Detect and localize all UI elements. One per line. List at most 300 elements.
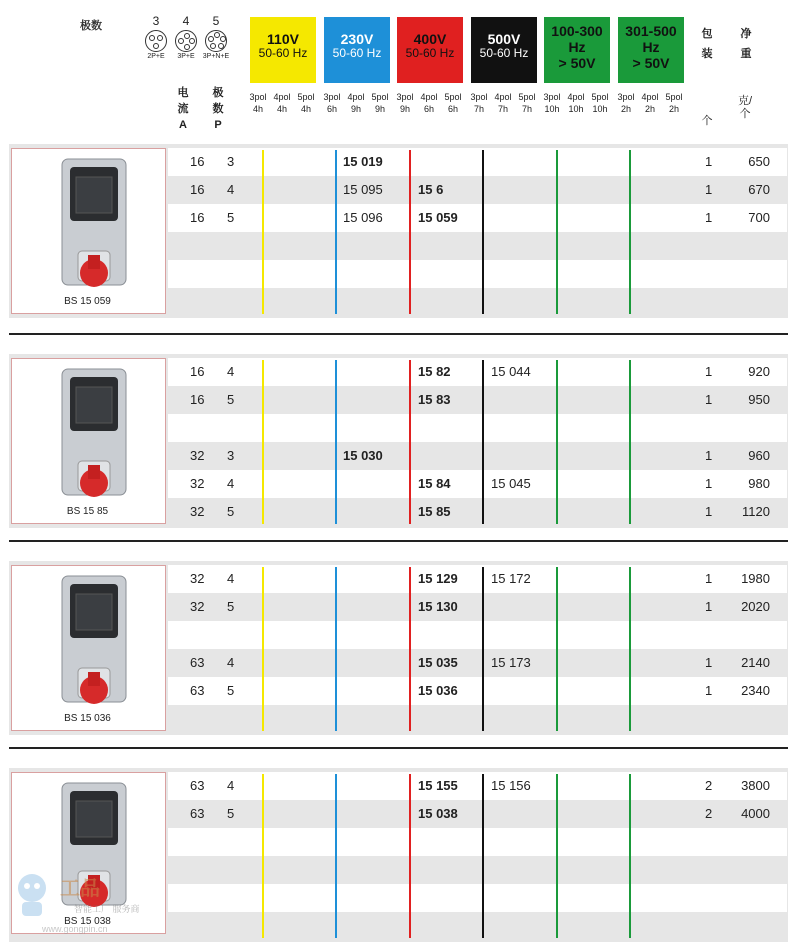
voltage-column-line — [629, 360, 631, 524]
cell-500v: 15 173 — [491, 655, 531, 670]
poles-cell: 4 — [227, 182, 235, 197]
cell-400v: 15 6 — [418, 182, 444, 197]
pole-count-label: 3pol — [470, 92, 488, 102]
current-cell — [190, 232, 220, 260]
pack-cell: 1 — [705, 154, 713, 169]
product-caption: BS 15 038 — [64, 916, 111, 927]
current-unit: A — [179, 119, 187, 131]
cell-230v — [343, 649, 405, 677]
voltage-110v-box — [250, 17, 316, 83]
poles-label-1: 极 — [212, 87, 224, 99]
pack-cell: 2 — [705, 806, 713, 821]
poles-cell: 4 — [227, 655, 235, 670]
pole-hour-label — [271, 91, 293, 115]
weight-cell: 4000 — [741, 806, 770, 821]
weight-cell — [730, 912, 770, 940]
weight-cell: 2020 — [741, 599, 770, 614]
cell-500v — [491, 828, 553, 856]
cell-230v: 15 019 — [343, 154, 383, 169]
poles-header — [211, 85, 225, 133]
product-image — [11, 148, 166, 314]
weight-cell: 2140 — [741, 655, 770, 670]
weight-cell: 670 — [748, 182, 770, 197]
poles-cell: 5 — [227, 392, 235, 407]
cell-500v: 15 044 — [491, 364, 531, 379]
cell-400v — [418, 828, 480, 856]
frequency-label: 50-60 Hz — [405, 46, 455, 61]
cell-400v — [418, 288, 480, 316]
poles-cell: 5 — [227, 504, 235, 519]
pack-cell: 1 — [705, 476, 713, 491]
poles-cell — [227, 912, 247, 940]
pole-count-label: 4pol — [494, 92, 512, 102]
current-label-2: 流 — [177, 103, 189, 115]
frequency-range-label: 100-300 Hz — [551, 23, 603, 56]
cell-400v: 15 155 — [418, 778, 458, 793]
hour-position-label: 2h — [668, 104, 679, 114]
frequency-label: 50-60 Hz — [258, 46, 308, 61]
voltage-column-line — [262, 567, 264, 731]
hour-position-label: 10h — [568, 104, 584, 114]
cell-400v: 15 82 — [418, 364, 451, 379]
current-cell: 32 — [190, 571, 205, 586]
hour-position-label: 10h — [544, 104, 560, 114]
pack-header — [699, 24, 715, 64]
cell-400v: 15 84 — [418, 476, 451, 491]
pack-cell — [705, 288, 725, 316]
pole-hour-label — [516, 91, 538, 115]
voltage-column-line — [409, 567, 411, 731]
poles-cell: 3 — [227, 448, 235, 463]
cell-230v — [343, 386, 405, 414]
poles-cell — [227, 288, 247, 316]
section-divider — [9, 747, 788, 749]
current-cell — [190, 621, 220, 649]
voltage-column-line — [482, 567, 484, 731]
cell-500v — [491, 498, 553, 526]
cell-400v: 15 059 — [418, 210, 458, 225]
cell-230v — [343, 828, 405, 856]
voltage-column-line — [262, 150, 264, 314]
pack-cell: 1 — [705, 599, 713, 614]
cell-230v — [343, 498, 405, 526]
cell-230v — [343, 260, 405, 288]
cell-230v — [343, 358, 405, 386]
pack-label-1: 包 — [701, 28, 713, 40]
cell-230v: 15 030 — [343, 448, 383, 463]
weight-cell — [730, 621, 770, 649]
voltage-column-line — [335, 774, 337, 938]
hour-position-label: 7h — [521, 104, 532, 114]
pole-count-label: 3pol — [543, 92, 561, 102]
current-cell: 16 — [190, 392, 205, 407]
voltage-500v-box — [471, 17, 537, 83]
weight-cell: 950 — [748, 392, 770, 407]
weight-cell — [730, 884, 770, 912]
hour-position-label: 6h — [447, 104, 458, 114]
hour-position-label: 9h — [399, 104, 410, 114]
current-cell — [190, 884, 220, 912]
weight-cell — [730, 856, 770, 884]
voltage-column-line — [556, 567, 558, 731]
pole-count-label: 5pol — [371, 92, 389, 102]
pin-5-icon — [202, 14, 230, 60]
cell-400v: 15 130 — [418, 599, 458, 614]
voltage-column-line — [335, 360, 337, 524]
pole-count-label: 5pol — [297, 92, 315, 102]
cell-230v — [343, 772, 405, 800]
cell-230v — [343, 912, 405, 940]
pole-hour-label — [394, 91, 416, 115]
socket-enclosure-icon — [12, 566, 165, 730]
cell-500v — [491, 912, 553, 940]
cell-400v — [418, 260, 480, 288]
poles-cell — [227, 856, 247, 884]
cell-400v — [418, 232, 480, 260]
cell-400v: 15 035 — [418, 655, 458, 670]
cell-500v — [491, 593, 553, 621]
pack-cell — [705, 621, 725, 649]
poles-label-2: 数 — [212, 103, 224, 115]
current-cell: 32 — [190, 476, 205, 491]
cell-500v — [491, 800, 553, 828]
pack-cell — [705, 828, 725, 856]
cell-400v: 15 83 — [418, 392, 451, 407]
pole-hour-label — [492, 91, 514, 115]
frequency-100-300-box — [544, 17, 610, 83]
weight-cell — [730, 288, 770, 316]
pole-hour-label — [663, 91, 685, 115]
current-cell: 63 — [190, 683, 205, 698]
weight-cell: 1980 — [741, 571, 770, 586]
hour-position-label: 9h — [350, 104, 361, 114]
cell-500v — [491, 442, 553, 470]
poles-cell: 4 — [227, 778, 235, 793]
cell-230v: 15 095 — [343, 182, 383, 197]
poles-cell — [227, 884, 247, 912]
cell-500v — [491, 148, 553, 176]
pack-cell: 2 — [705, 778, 713, 793]
hour-position-label: 4h — [252, 104, 263, 114]
pack-cell — [705, 912, 725, 940]
pack-label-2: 装 — [701, 48, 713, 60]
frequency-301-500-box — [618, 17, 684, 83]
hour-position-label: 10h — [592, 104, 608, 114]
pack-cell — [705, 414, 725, 442]
cell-500v — [491, 705, 553, 733]
voltage-threshold-label: > 50V — [558, 55, 596, 72]
poles-unit: P — [214, 119, 222, 131]
frequency-label: 50-60 Hz — [479, 46, 529, 61]
pack-cell — [705, 884, 725, 912]
current-cell — [190, 828, 220, 856]
pole-count-label: 4pol — [420, 92, 438, 102]
pole-hour-label — [369, 91, 391, 115]
hour-position-label: 6h — [423, 104, 434, 114]
pole-hour-label — [321, 91, 343, 115]
poles-label: 极数 — [80, 20, 102, 32]
voltage-column-line — [482, 774, 484, 938]
hour-position-label: 2h — [620, 104, 631, 114]
pin-caption: 2P+E — [147, 53, 165, 60]
pole-count-label: 5pol — [591, 92, 609, 102]
cell-500v — [491, 884, 553, 912]
pin-count: 3 — [152, 14, 160, 28]
current-cell: 32 — [190, 448, 205, 463]
pack-cell: 1 — [705, 392, 713, 407]
robot-mascot-icon — [10, 868, 54, 918]
voltage-column-line — [335, 567, 337, 731]
pole-hour-label — [589, 91, 611, 115]
cell-500v: 15 045 — [491, 476, 531, 491]
voltage-column-line — [262, 360, 264, 524]
weight-label-1: 净 — [740, 28, 752, 40]
pole-count-label: 4pol — [273, 92, 291, 102]
cell-400v: 15 129 — [418, 571, 458, 586]
current-cell — [190, 856, 220, 884]
hour-position-label: 6h — [326, 104, 337, 114]
poles-cell — [227, 260, 247, 288]
weight-cell: 980 — [748, 476, 770, 491]
pole-hour-label — [615, 91, 637, 115]
pack-cell: 1 — [705, 683, 713, 698]
socket-enclosure-icon — [12, 359, 165, 523]
pack-cell: 1 — [705, 655, 713, 670]
voltage-column-line — [262, 774, 264, 938]
frequency-label: 50-60 Hz — [332, 46, 382, 61]
weight-cell — [730, 705, 770, 733]
cell-500v — [491, 288, 553, 316]
hour-position-label: 2h — [644, 104, 655, 114]
voltage-column-line — [409, 360, 411, 524]
product-caption: BS 15 036 — [64, 713, 111, 724]
cell-500v — [491, 414, 553, 442]
cell-500v — [491, 621, 553, 649]
current-cell: 32 — [190, 599, 205, 614]
voltage-column-line — [556, 150, 558, 314]
weight-cell: 920 — [748, 364, 770, 379]
pole-hour-label — [247, 91, 269, 115]
cell-230v — [343, 414, 405, 442]
cell-400v — [418, 148, 480, 176]
cell-500v — [491, 260, 553, 288]
weight-cell: 700 — [748, 210, 770, 225]
watermark-slogan: 智能工厂 服务商 — [74, 904, 140, 914]
hour-position-label: 4h — [300, 104, 311, 114]
watermark-url: www.gongpin.cn — [42, 924, 108, 934]
section-divider — [9, 333, 788, 335]
poles-cell — [227, 414, 247, 442]
pole-count-label: 4pol — [567, 92, 585, 102]
current-cell: 32 — [190, 504, 205, 519]
pin-count: 4 — [182, 14, 190, 28]
cell-230v — [343, 565, 405, 593]
voltage-column-line — [409, 150, 411, 314]
cell-400v — [418, 621, 480, 649]
pole-count-label: 3pol — [323, 92, 341, 102]
poles-cell: 4 — [227, 571, 235, 586]
pack-cell: 1 — [705, 210, 713, 225]
voltage-column-line — [556, 360, 558, 524]
weight-label-2: 重 — [740, 48, 752, 60]
pole-hour-label — [565, 91, 587, 115]
pole-hour-label — [345, 91, 367, 115]
socket-enclosure-icon — [12, 149, 165, 313]
voltage-column-line — [629, 774, 631, 938]
cell-400v: 15 038 — [418, 806, 458, 821]
voltage-column-line — [482, 360, 484, 524]
current-cell: 63 — [190, 806, 205, 821]
pole-hour-label — [639, 91, 661, 115]
watermark — [10, 868, 170, 938]
cell-500v — [491, 386, 553, 414]
product-caption: BS 15 85 — [66, 506, 109, 517]
hour-position-label: 4h — [276, 104, 287, 114]
weight-header — [738, 24, 754, 64]
voltage-400v-box — [397, 17, 463, 83]
poles-cell: 3 — [227, 154, 235, 169]
voltage-label: 400V — [413, 31, 447, 47]
voltage-230v-box — [324, 17, 390, 83]
cell-230v — [343, 677, 405, 705]
current-cell: 63 — [190, 655, 205, 670]
current-cell: 16 — [190, 182, 205, 197]
weight-cell: 1120 — [742, 504, 770, 519]
current-cell — [190, 288, 220, 316]
poles-cell: 4 — [227, 476, 235, 491]
pack-cell — [705, 856, 725, 884]
pole-count-label: 3pol — [617, 92, 635, 102]
cell-500v — [491, 677, 553, 705]
cell-500v: 15 172 — [491, 571, 531, 586]
cell-400v — [418, 884, 480, 912]
product-caption: BS 15 059 — [64, 296, 111, 307]
pack-cell: 1 — [705, 182, 713, 197]
current-label-1: 电 — [177, 87, 189, 99]
pole-count-label: 5pol — [665, 92, 683, 102]
current-cell: 16 — [190, 210, 205, 225]
pole-hour-label — [418, 91, 440, 115]
poles-cell: 5 — [227, 806, 235, 821]
pole-count-label: 3pol — [396, 92, 414, 102]
pin-caption: 3P+N+E — [202, 53, 230, 60]
cell-500v — [491, 204, 553, 232]
pin-4-icon — [172, 14, 200, 60]
pole-count-label: 4pol — [641, 92, 659, 102]
pack-cell: 1 — [705, 448, 713, 463]
voltage-threshold-label: > 50V — [632, 55, 670, 72]
pole-hour-label — [295, 91, 317, 115]
current-header — [176, 85, 190, 133]
poles-cell — [227, 232, 247, 260]
weight-cell: 2340 — [741, 683, 770, 698]
section-divider — [9, 540, 788, 542]
cell-500v — [491, 856, 553, 884]
current-cell — [190, 705, 220, 733]
voltage-column-line — [482, 150, 484, 314]
cell-230v — [343, 593, 405, 621]
weight-cell — [730, 260, 770, 288]
cell-230v — [343, 232, 405, 260]
voltage-column-line — [335, 150, 337, 314]
cell-400v — [418, 414, 480, 442]
pole-hour-label — [442, 91, 464, 115]
cell-500v: 15 156 — [491, 778, 531, 793]
hour-position-label: 7h — [497, 104, 508, 114]
poles-cell: 5 — [227, 599, 235, 614]
pin-caption: 3P+E — [177, 53, 195, 60]
cell-500v — [491, 232, 553, 260]
weight-cell: 960 — [748, 448, 770, 463]
cell-230v — [343, 884, 405, 912]
voltage-column-line — [409, 774, 411, 938]
weight-unit: 克/个 — [737, 95, 753, 120]
pole-count-label: 5pol — [444, 92, 462, 102]
poles-cell — [227, 828, 247, 856]
current-cell: 16 — [190, 154, 205, 169]
weight-cell — [730, 232, 770, 260]
voltage-column-line — [629, 567, 631, 731]
cell-400v: 15 036 — [418, 683, 458, 698]
cell-230v — [343, 856, 405, 884]
voltage-column-line — [629, 150, 631, 314]
poles-cell — [227, 705, 247, 733]
cell-400v — [418, 705, 480, 733]
poles-cell: 4 — [227, 364, 235, 379]
cell-230v — [343, 705, 405, 733]
poles-cell: 5 — [227, 683, 235, 698]
weight-cell: 3800 — [741, 778, 770, 793]
weight-cell: 650 — [748, 154, 770, 169]
cell-400v — [418, 856, 480, 884]
product-image — [11, 358, 166, 524]
pack-cell: 1 — [705, 364, 713, 379]
current-cell: 16 — [190, 364, 205, 379]
cell-400v — [418, 442, 480, 470]
weight-cell — [730, 828, 770, 856]
current-cell — [190, 912, 220, 940]
voltage-label: 500V — [487, 31, 521, 47]
watermark-brand: 工品 — [60, 878, 100, 900]
pack-cell — [705, 232, 725, 260]
pin-count: 5 — [212, 14, 220, 28]
cell-230v — [343, 800, 405, 828]
frequency-range-label: 301-500 Hz — [625, 23, 677, 56]
cell-230v: 15 096 — [343, 210, 383, 225]
cell-400v — [418, 912, 480, 940]
cell-230v — [343, 288, 405, 316]
pack-cell — [705, 260, 725, 288]
current-cell — [190, 260, 220, 288]
pole-hour-label — [541, 91, 563, 115]
pack-cell — [705, 705, 725, 733]
poles-cell: 5 — [227, 210, 235, 225]
cell-400v: 15 85 — [418, 504, 451, 519]
hour-position-label: 7h — [473, 104, 484, 114]
current-cell: 63 — [190, 778, 205, 793]
voltage-label: 230V — [340, 31, 374, 47]
voltage-label: 110V — [267, 31, 299, 47]
hour-position-label: 9h — [374, 104, 385, 114]
pole-count-label: 4pol — [347, 92, 365, 102]
pole-count-label: 3pol — [249, 92, 267, 102]
pole-count-label: 5pol — [518, 92, 536, 102]
pack-unit: 个 — [701, 115, 713, 127]
weight-cell — [730, 414, 770, 442]
pack-cell: 1 — [705, 504, 713, 519]
voltage-column-line — [556, 774, 558, 938]
pole-hour-label — [468, 91, 490, 115]
